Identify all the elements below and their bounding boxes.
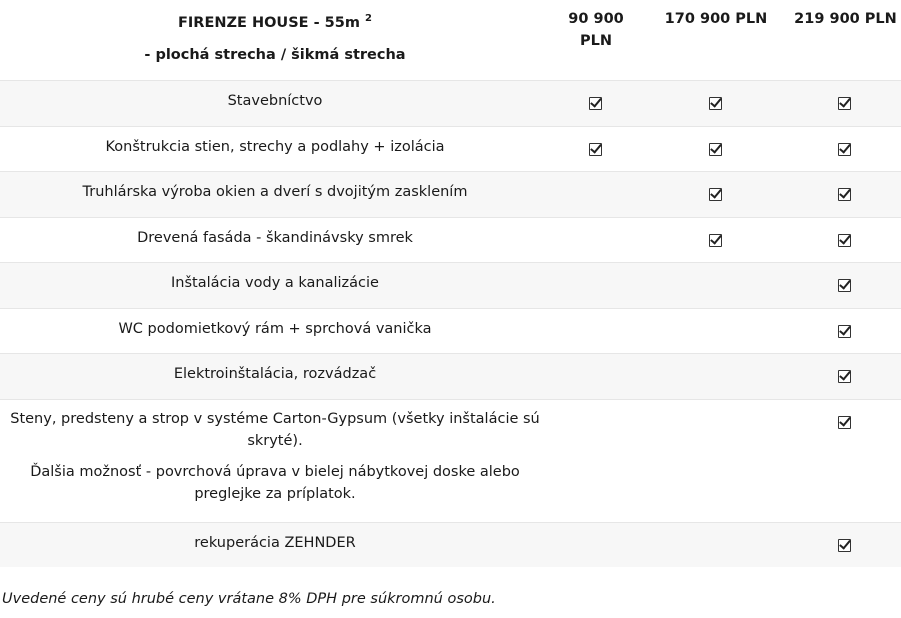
row-label: WC podomietkový rám + sprchová vanička (118, 321, 432, 337)
row-label: Stavebníctvo (227, 93, 323, 109)
checkbox-icon (709, 188, 722, 201)
price-column-2-header: 170 900 PLN (664, 11, 768, 27)
checkbox-icon (838, 188, 851, 201)
table-row (0, 522, 901, 567)
checkbox-icon (838, 97, 851, 110)
checkbox-icon (838, 234, 851, 247)
table-header-row (0, 0, 901, 80)
checkbox-icon (838, 370, 851, 383)
checkbox-icon (838, 143, 851, 156)
checkbox-icon (709, 97, 722, 110)
row-label: Elektroinštalácia, rozvádzač (173, 366, 377, 382)
price-footnote: Uvedené ceny sú hrubé ceny vrátane 8% DPH pre súkromnú osobu. (2, 591, 496, 607)
table-row (0, 80, 901, 126)
checkbox-icon (838, 325, 851, 338)
checkbox-icon (838, 279, 851, 292)
table-row (0, 353, 901, 399)
row-label: Inštalácia vody a kanalizácie (171, 275, 379, 291)
table-row (0, 217, 901, 262)
row-label: Konštrukcia stien, strechy a podlahy + izolácia (105, 139, 445, 155)
price-1-currency: PLN (579, 33, 612, 49)
house-title: FIRENZE HOUSE - 55m $^2$ (178, 13, 372, 31)
table-row (0, 262, 901, 308)
house-title-cell (0, 8, 550, 66)
row-label: Drevená fasáda - škandinávsky smrek (137, 230, 413, 246)
table-row (0, 171, 901, 217)
row-label: rekuperácia ZEHNDER (194, 535, 356, 551)
checkbox-icon (838, 539, 851, 552)
price-1-amount: 90 900 (568, 11, 624, 27)
row-label: Steny, predsteny a strop v systéme Carton-Gypsum (všetky inštalácie sú skryté). (10, 411, 540, 449)
checkbox-icon (838, 416, 851, 429)
price-column-1-header (550, 8, 642, 52)
row-label: Truhlárska výroba okien a dverí s dvojitým zasklením (82, 184, 468, 200)
checkbox-icon (709, 143, 722, 156)
table-row (0, 308, 901, 353)
checkbox-icon (589, 143, 602, 156)
table-row (0, 126, 901, 171)
price-column-3-header: 219 900 PLN (794, 11, 897, 27)
row-note: Ďalšia možnosť - povrchová úprava v bielej nábytkovej doske alebo preglejke za príplatok. (30, 464, 520, 502)
checkbox-icon (709, 234, 722, 247)
roof-type-subtitle: - plochá strecha / šikmá strecha (144, 47, 406, 63)
table-row (0, 399, 901, 522)
checkbox-icon (589, 97, 602, 110)
